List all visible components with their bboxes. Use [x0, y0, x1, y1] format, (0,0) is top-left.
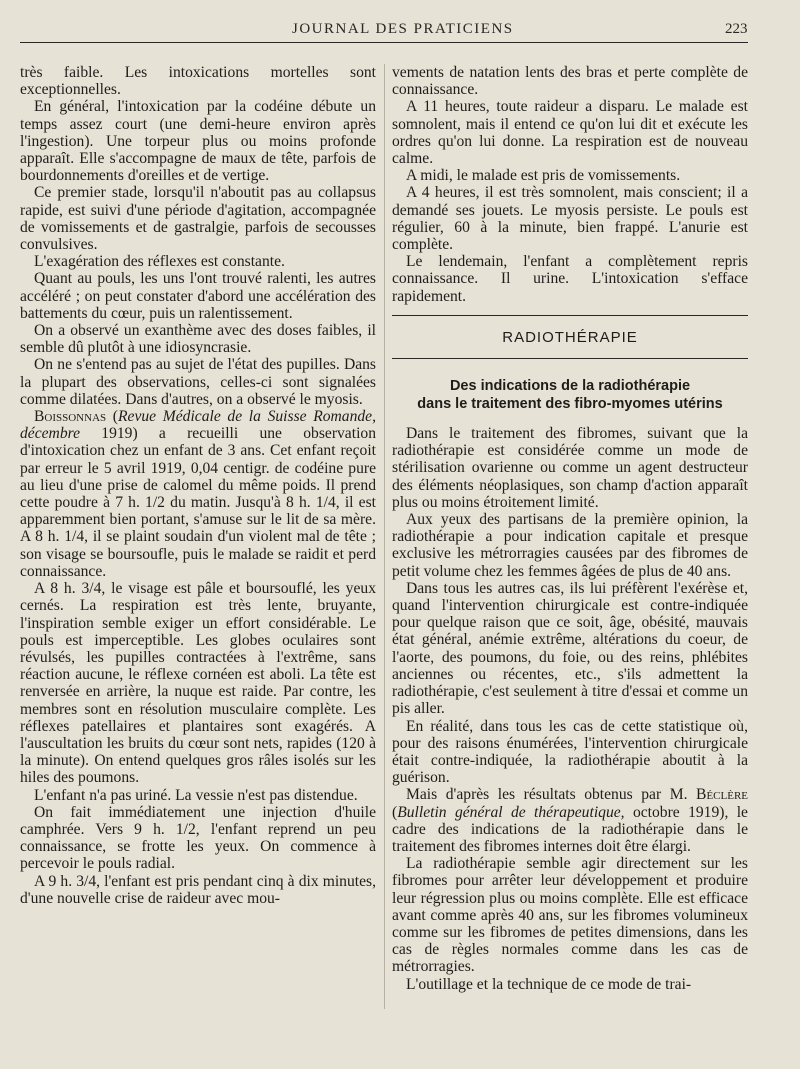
column-divider: [384, 64, 385, 1009]
citation: Bulletin général de thérapeutique,: [397, 803, 625, 821]
left-column: [20, 64, 376, 907]
paragraph: Dans le traitement des fibromes, suivant que la radiothérapie est considérée comme un mode de stérilisation ovarienne ou comme un agent destructeur des éléments néoplasiques, son champ d'action apparaît plus ou moins étroitement limité.: [392, 425, 748, 511]
paragraph: La radiothérapie semble agir directement sur les fibromes pour arrêter leur développement et produire leur régression plus ou moins complète. Elle est efficace avant comme après 40 ans, sur les fibromes volumineux comme sur les fibromes de petites dimensions, dans les cas de règles normales comme dans les cas de métrorragies.: [392, 855, 748, 976]
paragraph: On a observé un exanthème avec des doses faibles, il semble dû plutôt à une idiosyncrasie.: [20, 322, 376, 357]
section-rule-top: [392, 315, 748, 316]
paragraph: L'exagération des réflexes est constante.: [34, 253, 285, 271]
section-rule-bottom: [392, 358, 748, 359]
paragraph: On fait immédiatement une injection d'huile camphrée. Vers 9 h. 1/2, l'enfant reprend un peu connaissance, se frotte les yeux. On commence à percevoir le pouls radial.: [20, 803, 376, 873]
paragraph: très faible. Les intoxications mortelles sont exceptionnelles.: [20, 64, 376, 99]
paragraph: A 9 h. 3/4, l'enfant est pris pendant cinq à dix minutes, d'une nouvelle crise de raideur avec mou-: [20, 872, 376, 907]
article-title: [392, 377, 748, 413]
right-column: [392, 64, 748, 993]
paragraph: A 11 heures, toute raideur a disparu. Le malade est somnolent, mais il entend ce qu'on lui dit et exécute les ordres qu'on lui donne. La respiration est de nouveau calme.: [392, 98, 748, 168]
page-number: 223: [725, 21, 748, 37]
paragraph: vements de natation lents des bras et perte complète de connaissance.: [392, 64, 748, 99]
case-paragraph: [20, 408, 376, 580]
author-name: Boissonnas: [34, 408, 107, 426]
paragraph: A midi, le malade est pris de vomissements.: [406, 167, 681, 185]
paragraph: Ce premier stade, lorsqu'il n'aboutit pas au collapsus rapide, est suivi d'une période d'agitation, accompagnée de vomissements et de gastralgie, parfois de secousses convulsives.: [20, 184, 376, 254]
citation: Revue Médicale de la Suisse Romande, décembre: [20, 408, 377, 443]
paragraph: A 8 h. 3/4, le visage est pâle et boursouflé, les yeux cernés. La respiration est très lente, bruyante, l'inspiration semble exiger un effort considérable. Le pouls est imperceptible. Les globes oculaires sont révulsés, les pupilles contractées à l'extrême, sans réaction aucune, le réflexe cornéen est aboli. La tête est renversée en arrière, la nuque est raide. Par contre, les membres sont en résolution musculaire complète. Les réflexes patellaires et plantaires sont exagérés. A l'auscultation les bruits du cœur sont nets, rapides (120 à la minute). On entend quelques gros râles isolés sur les hiles des poumons.: [20, 580, 376, 787]
text-run: 1919) a recueilli une observation d'intoxication chez un enfant de 3 ans. Cet enfant reçoit par erreur le 5 avril 1919, 0,04 centigr. de codéine pure au lieu d'une prise de calomel du même poids. Il prend cette poudre à 7 h. 1/2 du matin. Jusqu'à 8 h. 1/4, il est apparemment bien portant, s'amuse sur le lit de sa mère. A 8 h. 1/4, il se plaint soudain d'un violent mal de tête ; son visage se boursoufle, puis le malade se raidit et perd connaissance.: [20, 425, 376, 580]
paragraph: En réalité, dans tous les cas de cette statistique où, pour des raisons énumérées, l'intervention chirurgicale était contre-indiquée, la radiothérapie aboutit à la guérison.: [392, 717, 748, 787]
section-heading: RADIOTHÉRAPIE: [502, 328, 638, 346]
page-header: [20, 18, 748, 43]
text-run: (: [392, 803, 398, 821]
paragraph: Le lendemain, l'enfant a complètement repris connaissance. Il urine. L'intoxication s'efface rapidement.: [392, 253, 748, 305]
running-title: JOURNAL DES PRATICIENS: [292, 21, 514, 37]
author-name: Béclère: [696, 786, 748, 804]
paragraph: On ne s'entend pas au sujet de l'état des pupilles. Dans la plupart des observations, celles-ci sont signalées comme dilatées. Dans d'autres, on a observé le myosis.: [20, 356, 376, 408]
paragraph: L'enfant n'a pas uriné. La vessie n'est pas distendue.: [34, 786, 358, 804]
article-title-line: Des indications de la radiothérapie: [449, 378, 691, 395]
text-run: Mais d'après les résultats obtenus par M.: [406, 786, 697, 804]
paragraph: En général, l'intoxication par la codéine débute un temps assez court (une demi-heure environ après l'ingestion). Une torpeur plus ou moins profonde apparaît. Elle s'accompagne de maux de tête, parfois de bourdonnements d'oreilles et de vertige.: [20, 98, 376, 185]
paragraph: Aux yeux des partisans de la première opinion, la radiothérapie a pour indication capitale et presque exclusive les métrorragies causées par des fibromes de petit volume chez les femmes âgées de plus de 40 ans.: [392, 511, 748, 580]
text-run: (: [106, 408, 118, 426]
article-title-line: dans le traitement des fibro-myomes utérins: [417, 396, 723, 413]
paragraph: L'outillage et la technique de ce mode de trai-: [406, 975, 692, 993]
paragraph: Quant au pouls, les uns l'ont trouvé ralenti, les autres accéléré ; on peut constater d'abord une accélération des battements du cœur, puis un ralentissement.: [20, 270, 376, 322]
text-run: octobre 1919), le cadre des indications de la radiothérapie dans le traitement des fibromes internes doit être élargi.: [392, 803, 748, 855]
paragraph: A 4 heures, il est très somnolent, mais conscient; il a demandé ses jouets. Le myosis persiste. Le pouls est régulier, 60 à la minute, bien frappé. L'anurie est complète.: [392, 184, 748, 254]
paragraph: Dans tous les autres cas, ils lui préfèrent l'exérèse et, quand l'intervention chirurgicale est contre-indiquée pour quelque raison que ce soit, âge, obésité, mauvais état général, anémie extrême, altérations du coeur, de l'aorte, des poumons, du foie, ou des reins, phlébites anciennes ou récentes, etc., s'ils admettent la radiothérapie, c'est seulement à titre d'essai et comme un pis aller.: [392, 579, 748, 718]
paragraph: [392, 786, 748, 855]
